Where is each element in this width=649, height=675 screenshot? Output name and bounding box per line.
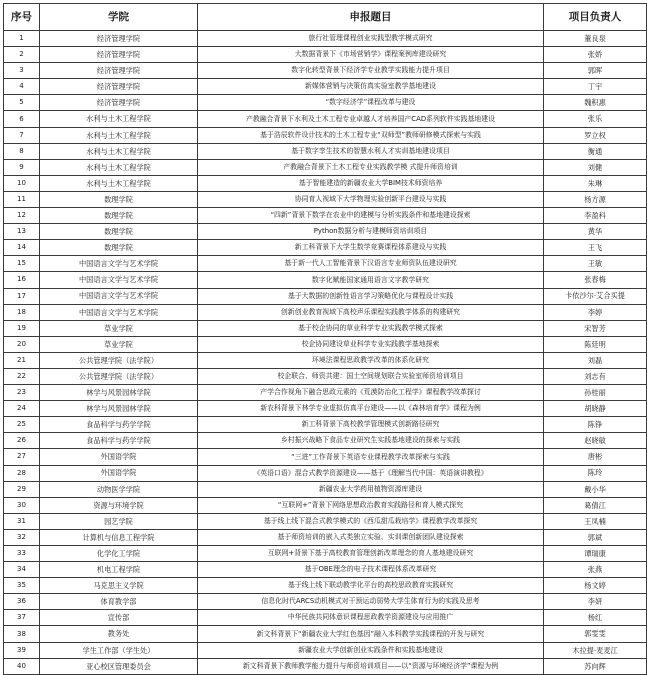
row-number: 1	[4, 31, 40, 47]
project-leader-cell: 董良泉	[544, 31, 647, 47]
project-leader-cell: 宋智芳	[544, 320, 647, 336]
college-cell: 学生工作部（学生处）	[40, 642, 198, 658]
table-row	[4, 240, 647, 256]
college-cell: 经济管理学院	[40, 95, 198, 111]
row-number: 10	[4, 175, 40, 191]
college-cell: 水利与土木工程学院	[40, 175, 198, 191]
college-cell: 数理学院	[40, 208, 198, 224]
project-leader-cell: 赵晓敏	[544, 433, 647, 449]
college-cell: 园艺学院	[40, 513, 198, 529]
table-row	[4, 465, 647, 481]
project-title-cell: “四新”背景下数学在农业中的建模与分析实践条件和基地建设探索	[198, 208, 544, 224]
row-number: 13	[4, 224, 40, 240]
college-cell: 水利与土木工程学院	[40, 127, 198, 143]
project-title-cell: 产教融合背景下土木工程专业实践教学模 式提升师资培训	[198, 159, 544, 175]
college-cell: 中国语言文学与艺术学院	[40, 256, 198, 272]
table-row	[4, 626, 647, 642]
project-title-cell: 新疆农业大学药用植物资源库建设	[198, 481, 544, 497]
college-cell: 食品科学与药学学院	[40, 433, 198, 449]
row-number: 25	[4, 417, 40, 433]
row-number: 19	[4, 320, 40, 336]
row-number: 32	[4, 529, 40, 545]
table-row	[4, 320, 647, 336]
table-row	[4, 449, 647, 465]
table-row	[4, 578, 647, 594]
row-number: 15	[4, 256, 40, 272]
table-row	[4, 401, 647, 417]
project-leader-cell: 胡晓静	[544, 401, 647, 417]
row-number: 14	[4, 240, 40, 256]
project-leader-cell: 丁宇	[544, 79, 647, 95]
project-leader-cell: 张春梅	[544, 272, 647, 288]
college-cell: 水利与土木工程学院	[40, 111, 198, 127]
project-title-cell: 数字化转型背景下经济学专业教学实践能力提升项目	[198, 63, 544, 79]
table-row	[4, 224, 647, 240]
header-title: 申报题目	[198, 4, 544, 31]
table-row	[4, 594, 647, 610]
project-title-cell: 新农科背景下林学专业虚拟仿真平台建设——以《森林培育学》课程为例	[198, 401, 544, 417]
table-row	[4, 79, 647, 95]
row-number: 40	[4, 658, 40, 674]
college-cell: 计算机与信息工程学院	[40, 529, 198, 545]
table-row	[4, 417, 647, 433]
project-title-cell: 基于校企协同的草业科学专业实践教学模式探索	[198, 320, 544, 336]
header-no: 序号	[4, 4, 40, 31]
college-cell: 经济管理学院	[40, 79, 198, 95]
header-row	[4, 4, 647, 31]
table-row	[4, 63, 647, 79]
table-row	[4, 288, 647, 304]
project-leader-cell: 罗立权	[544, 127, 647, 143]
row-number: 2	[4, 47, 40, 63]
project-leader-cell: 张娇	[544, 47, 647, 63]
project-leader-cell: 刘志有	[544, 368, 647, 384]
college-cell: 公共管理学院（法学院）	[40, 368, 198, 384]
table-row	[4, 191, 647, 207]
project-title-cell: 《英语口语》混合式教学资源建设——基于《理解当代中国：英语演讲教程》	[198, 465, 544, 481]
college-cell: 数理学院	[40, 191, 198, 207]
project-leader-cell: 木拉提·麦麦江	[544, 642, 647, 658]
project-leader-cell: 戴小华	[544, 481, 647, 497]
project-title-cell: 信息化时代ARCS动机模式对干预运动弱势大学生体育行为的实践及思考	[198, 594, 544, 610]
project-title-cell: 新文科背景下“新疆农业大学红色基因”融入本科教学实践课程的开发与研究	[198, 626, 544, 642]
project-title-cell: “数字经济学”课程改革与建设	[198, 95, 544, 111]
project-leader-cell: 王凤楠	[544, 513, 647, 529]
project-leader-cell: 朱琳	[544, 175, 647, 191]
row-number: 21	[4, 352, 40, 368]
row-number: 11	[4, 191, 40, 207]
table-row	[4, 546, 647, 562]
college-cell: 草业学院	[40, 320, 198, 336]
project-title-cell: 新疆农业大学创新创业实践条件和实践基地建设	[198, 642, 544, 658]
project-leader-cell: 葛倩江	[544, 497, 647, 513]
project-leader-cell: 王敏	[544, 256, 647, 272]
row-number: 29	[4, 481, 40, 497]
college-cell: 外国语学院	[40, 449, 198, 465]
project-leader-cell: 张燕	[544, 562, 647, 578]
table-row	[4, 610, 647, 626]
table-row	[4, 208, 647, 224]
table-row	[4, 272, 647, 288]
table-row	[4, 111, 647, 127]
row-number: 28	[4, 465, 40, 481]
college-cell: 经济管理学院	[40, 63, 198, 79]
project-leader-cell: 郭斌	[544, 529, 647, 545]
row-number: 35	[4, 578, 40, 594]
row-number: 17	[4, 288, 40, 304]
college-cell: 中国语言文学与艺术学院	[40, 288, 198, 304]
project-title-cell: 互联网+背景下基于高校教育管理创新改革理念的育人基地建设研究	[198, 546, 544, 562]
table-row	[4, 481, 647, 497]
header-college: 学院	[40, 4, 198, 31]
project-title-cell: 新媒体营销与决策仿真实验室教学基地建设	[198, 79, 544, 95]
college-cell: 经济管理学院	[40, 47, 198, 63]
project-leader-cell: 衡通	[544, 143, 647, 159]
project-title-cell: 基于大数据的创新性语言学习策略优化与课程设计实践	[198, 288, 544, 304]
table-row	[4, 47, 647, 63]
project-title-cell: 创新创业教育视域下高校声乐课程实践教学体系的构建研究	[198, 304, 544, 320]
row-number: 8	[4, 143, 40, 159]
project-title-cell: 中华民族共同体意识课程思政教学资源建设与应用推广	[198, 610, 544, 626]
project-title-cell: 基于智能建造的新疆农业大学BIM技术师资培养	[198, 175, 544, 191]
project-title-cell: 新工科背景下高校教学管理模式创新路径研究	[198, 417, 544, 433]
table-row	[4, 497, 647, 513]
row-number: 38	[4, 626, 40, 642]
table-row	[4, 433, 647, 449]
project-title-cell: 基于数字孪生技术的智慧水利人才实训基地建设项目	[198, 143, 544, 159]
college-cell: 动物医学学院	[40, 481, 198, 497]
project-title-cell: 协同育人视域下大学物理实验创新平台建设与实践	[198, 191, 544, 207]
table-row	[4, 175, 647, 191]
project-title-cell: 基于师资培训的嵌入式类独立实验、实训课创新团队建设探索	[198, 529, 544, 545]
project-title-cell: 校企联合、师资共建：国土空间规划联合实验室师资培训项目	[198, 368, 544, 384]
row-number: 16	[4, 272, 40, 288]
project-title-cell: 环境法课程思政教学改革的体系化研究	[198, 352, 544, 368]
project-leader-cell: 李妍	[544, 594, 647, 610]
project-leader-cell: 杨方源	[544, 191, 647, 207]
project-title-cell: 数字化赋能国家通用语言文字教学研究	[198, 272, 544, 288]
row-number: 3	[4, 63, 40, 79]
row-number: 12	[4, 208, 40, 224]
project-title-cell: 产教融合背景下水利及土木工程专业卓越人才培养国产CAD系列软件实践基地建设	[198, 111, 544, 127]
table-header	[4, 4, 647, 31]
table-row	[4, 368, 647, 384]
table-row	[4, 336, 647, 352]
header-leader: 项目负责人	[544, 4, 647, 31]
row-number: 31	[4, 513, 40, 529]
college-cell: 林学与风景园林学院	[40, 385, 198, 401]
college-cell: 中国语言文学与艺术学院	[40, 304, 198, 320]
project-leader-cell: 苏向辉	[544, 658, 647, 674]
row-number: 4	[4, 79, 40, 95]
row-number: 36	[4, 594, 40, 610]
row-number: 30	[4, 497, 40, 513]
project-title-cell: 新文科背景下教师教学能力提升与师资培训项目——以“资源与环境经济学”课程为例	[198, 658, 544, 674]
project-leader-cell: 郭雯雯	[544, 626, 647, 642]
project-title-cell: 大数据背景下《市场营销学》课程案例库建设研究	[198, 47, 544, 63]
row-number: 20	[4, 336, 40, 352]
table-row	[4, 256, 647, 272]
row-number: 26	[4, 433, 40, 449]
college-cell: 宣传部	[40, 610, 198, 626]
college-cell: 资源与环境学院	[40, 497, 198, 513]
row-number: 39	[4, 642, 40, 658]
project-title-cell: “互联网+”背景下网络思想政治教育实践路径和育人模式探究	[198, 497, 544, 513]
college-cell: 中国语言文学与艺术学院	[40, 272, 198, 288]
row-number: 34	[4, 562, 40, 578]
college-cell: 外国语学院	[40, 465, 198, 481]
project-leader-cell: 李婷	[544, 304, 647, 320]
project-leader-cell: 杨红	[544, 610, 647, 626]
project-leader-cell: 李盈科	[544, 208, 647, 224]
project-leader-cell: 魏积惠	[544, 95, 647, 111]
project-title-cell: 基于线上线下混合式教学模式的《西瓜甜瓜栽培学》课程教学改革探究	[198, 513, 544, 529]
project-leader-cell: 杨文婷	[544, 578, 647, 594]
row-number: 27	[4, 449, 40, 465]
project-title-cell: 新工科背景下大学生数学竞赛课程体系建设与实践	[198, 240, 544, 256]
table-row	[4, 95, 647, 111]
college-cell: 亚心校区管理委员会	[40, 658, 198, 674]
row-number: 24	[4, 401, 40, 417]
row-number: 22	[4, 368, 40, 384]
project-title-cell: Python数据分析与建模师资培训项目	[198, 224, 544, 240]
college-cell: 林学与风景园林学院	[40, 401, 198, 417]
college-cell: 水利与土木工程学院	[40, 159, 198, 175]
college-cell: 数理学院	[40, 240, 198, 256]
row-number: 23	[4, 385, 40, 401]
project-leader-cell: 陈廷明	[544, 336, 647, 352]
table-row	[4, 159, 647, 175]
row-number: 5	[4, 95, 40, 111]
project-title-cell: 乡村振兴战略下食品专业研究生实践基地建设的探索与实践	[198, 433, 544, 449]
row-number: 18	[4, 304, 40, 320]
table-row	[4, 562, 647, 578]
college-cell: 体育教学部	[40, 594, 198, 610]
project-leader-cell: 张乐	[544, 111, 647, 127]
project-leader-cell: 孙桂丽	[544, 385, 647, 401]
table-row	[4, 642, 647, 658]
project-leader-cell: 刘磊	[544, 352, 647, 368]
college-cell: 机电工程学院	[40, 562, 198, 578]
project-title-cell: 旅行社管理课程创业实践型教学模式研究	[198, 31, 544, 47]
table-body	[4, 31, 647, 675]
college-cell: 教务处	[40, 626, 198, 642]
college-cell: 马克思主义学院	[40, 578, 198, 594]
project-leader-cell: 陈铮	[544, 417, 647, 433]
table-row	[4, 127, 647, 143]
table-row	[4, 352, 647, 368]
table-row	[4, 31, 647, 47]
project-title-cell: 基于浩辰软件设计技术的土木工程专业“双师型”教师研修模式探索与实践	[198, 127, 544, 143]
project-leader-cell: 郭晖	[544, 63, 647, 79]
row-number: 7	[4, 127, 40, 143]
project-leader-cell: 陈玲	[544, 465, 647, 481]
project-leader-cell: 唐彬	[544, 449, 647, 465]
project-title-cell: 基于线上线下联动教学化平台的高校思政教育实践研究	[198, 578, 544, 594]
table-row	[4, 143, 647, 159]
college-cell: 水利与土木工程学院	[40, 143, 198, 159]
row-number: 6	[4, 111, 40, 127]
project-leader-cell: 卡依沙尔·艾合买提	[544, 288, 647, 304]
project-title-cell: 产学合作视角下融合思政元素的《荒漠防治化工程学》课程教学改革探讨	[198, 385, 544, 401]
project-title-cell: 基于新一代人工智能背景下汉语言专业师资队伍建设研究	[198, 256, 544, 272]
project-title-cell: 基于OBE理念的电子技术课程体系改革研究	[198, 562, 544, 578]
table-row	[4, 304, 647, 320]
row-number: 33	[4, 546, 40, 562]
college-cell: 公共管理学院（法学院）	[40, 352, 198, 368]
project-leader-cell: 王飞	[544, 240, 647, 256]
college-cell: 数理学院	[40, 224, 198, 240]
table-row	[4, 658, 647, 674]
row-number: 9	[4, 159, 40, 175]
project-title-cell: “三进”工作背景下英语专业课程教学改革探索与实践	[198, 449, 544, 465]
college-cell: 草业学院	[40, 336, 198, 352]
project-leader-cell: 谭瑞康	[544, 546, 647, 562]
table-row	[4, 529, 647, 545]
project-leader-cell: 黄华	[544, 224, 647, 240]
college-cell: 化学化工学院	[40, 546, 198, 562]
project-title-cell: 校企协同建设草业科学专业实践教学基地探索	[198, 336, 544, 352]
table-row	[4, 385, 647, 401]
row-number: 37	[4, 610, 40, 626]
project-table	[3, 3, 647, 675]
project-leader-cell: 刘健	[544, 159, 647, 175]
college-cell: 食品科学与药学学院	[40, 417, 198, 433]
college-cell: 经济管理学院	[40, 31, 198, 47]
table-row	[4, 513, 647, 529]
